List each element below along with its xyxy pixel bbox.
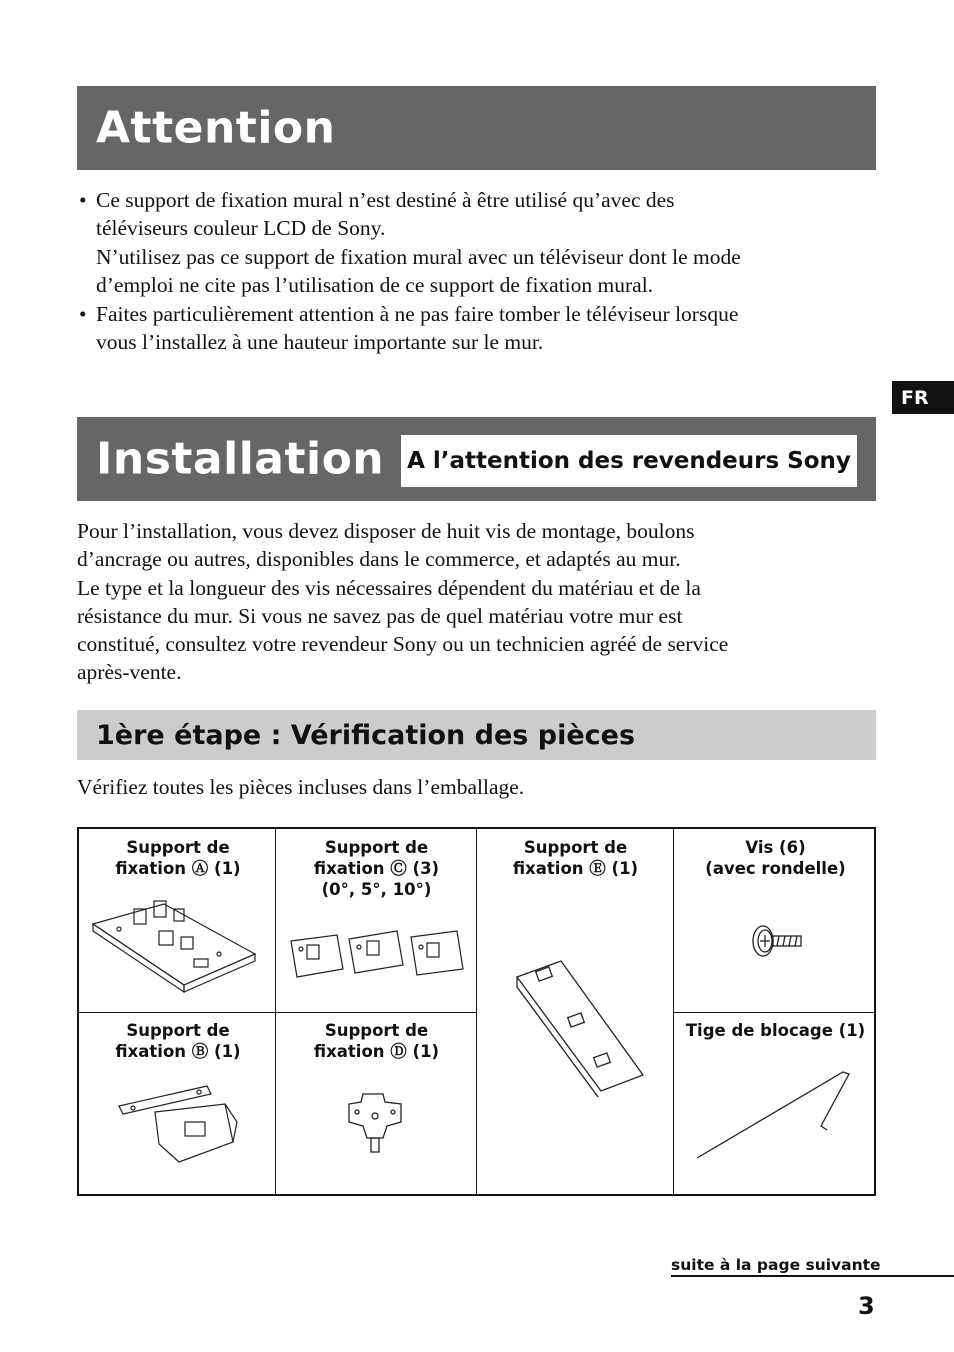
part-label: fixation Ⓔ (1): [512, 859, 639, 878]
bullet-line: téléviseurs couleur LCD de Sony.: [96, 216, 386, 241]
continued-note: suite à la page suivante: [671, 1256, 954, 1277]
part-label: (avec rondelle): [705, 859, 846, 878]
page-number: 3: [858, 1292, 875, 1320]
intro-line: d’ancrage ou autres, disponibles dans le commerce, et adaptés au mur.: [77, 547, 681, 572]
part-cell-screws: [675, 837, 876, 1013]
screw-icon: [751, 921, 805, 961]
intro-line: Pour l’installation, vous devez disposer de huit vis de montage, boulons: [77, 519, 695, 543]
dealer-note: A l’attention des revendeurs Sony: [401, 435, 857, 487]
part-cell-d: [277, 1020, 476, 1192]
bracket-c-icon: [287, 927, 467, 987]
part-cell-b: [79, 1020, 277, 1192]
bracket-d-icon: [343, 1090, 409, 1156]
bullet-line: • Faites particulièrement attention à ne pas faire tomber le téléviseur lorsque: [96, 301, 739, 326]
part-label: Support de: [523, 838, 628, 857]
attention-title: Attention: [96, 102, 336, 154]
bullet-line: vous l’installez à une hauteur importante sur le mur.: [96, 330, 544, 355]
locking-rod-icon: [693, 1066, 857, 1162]
part-label: Tige de blocage (1): [685, 1021, 866, 1040]
part-label: fixation Ⓑ (1): [115, 1042, 241, 1061]
intro-line: résistance du mur. Si vous ne savez pas de quel matériau votre mur est: [77, 603, 683, 628]
intro-line: Le type et la longueur des vis nécessaires dépendent du matériau et de la: [77, 575, 701, 600]
bullet-line: N’utilisez pas ce support de fixation mural avec un téléviseur dont le mode: [96, 244, 741, 269]
bullet-item: [77, 300, 877, 357]
intro-line: après-vente.: [77, 660, 182, 685]
language-tab: FR: [892, 381, 954, 414]
intro-line: constitué, consultez votre revendeur Sony ou un technicien agréé de service: [77, 632, 729, 657]
bullet-line: d’emploi ne cite pas l’utilisation de ce support de fixation mural.: [96, 273, 654, 298]
bracket-e-icon: [513, 957, 647, 1097]
part-label: fixation Ⓐ (1): [115, 859, 241, 878]
part-cell-c: [277, 837, 476, 1013]
bullet-line: • Ce support de fixation mural n’est destiné à être utilisé qu’avec des: [96, 188, 675, 212]
step1-heading: 1ère étape : Vérification des pièces: [77, 710, 876, 760]
part-label: Vis (6): [745, 838, 806, 857]
part-label: Support de: [324, 838, 429, 857]
part-label: fixation Ⓒ (3): [313, 859, 440, 878]
part-label: Support de: [126, 838, 230, 857]
bracket-a-icon: [89, 899, 259, 999]
attention-banner: [77, 86, 876, 170]
part-label: Support de: [126, 1021, 230, 1040]
step1-instruction: Vérifiez toutes les pièces incluses dans l’emballage.: [77, 775, 525, 799]
installation-banner: [77, 417, 876, 501]
part-label: Support de: [324, 1021, 429, 1040]
bracket-b-icon: [115, 1082, 241, 1172]
installation-title: Installation: [96, 433, 385, 485]
attention-bullets: [77, 186, 877, 356]
part-label: (0°, 5°, 10°): [321, 880, 432, 899]
part-cell-rod: [675, 1020, 876, 1192]
installation-intro: [77, 517, 877, 687]
bullet-item: [77, 186, 877, 300]
part-cell-e: [477, 837, 674, 1192]
part-label: fixation Ⓓ (1): [313, 1042, 440, 1061]
part-cell-a: [79, 837, 277, 1013]
parts-table: [77, 827, 876, 1196]
